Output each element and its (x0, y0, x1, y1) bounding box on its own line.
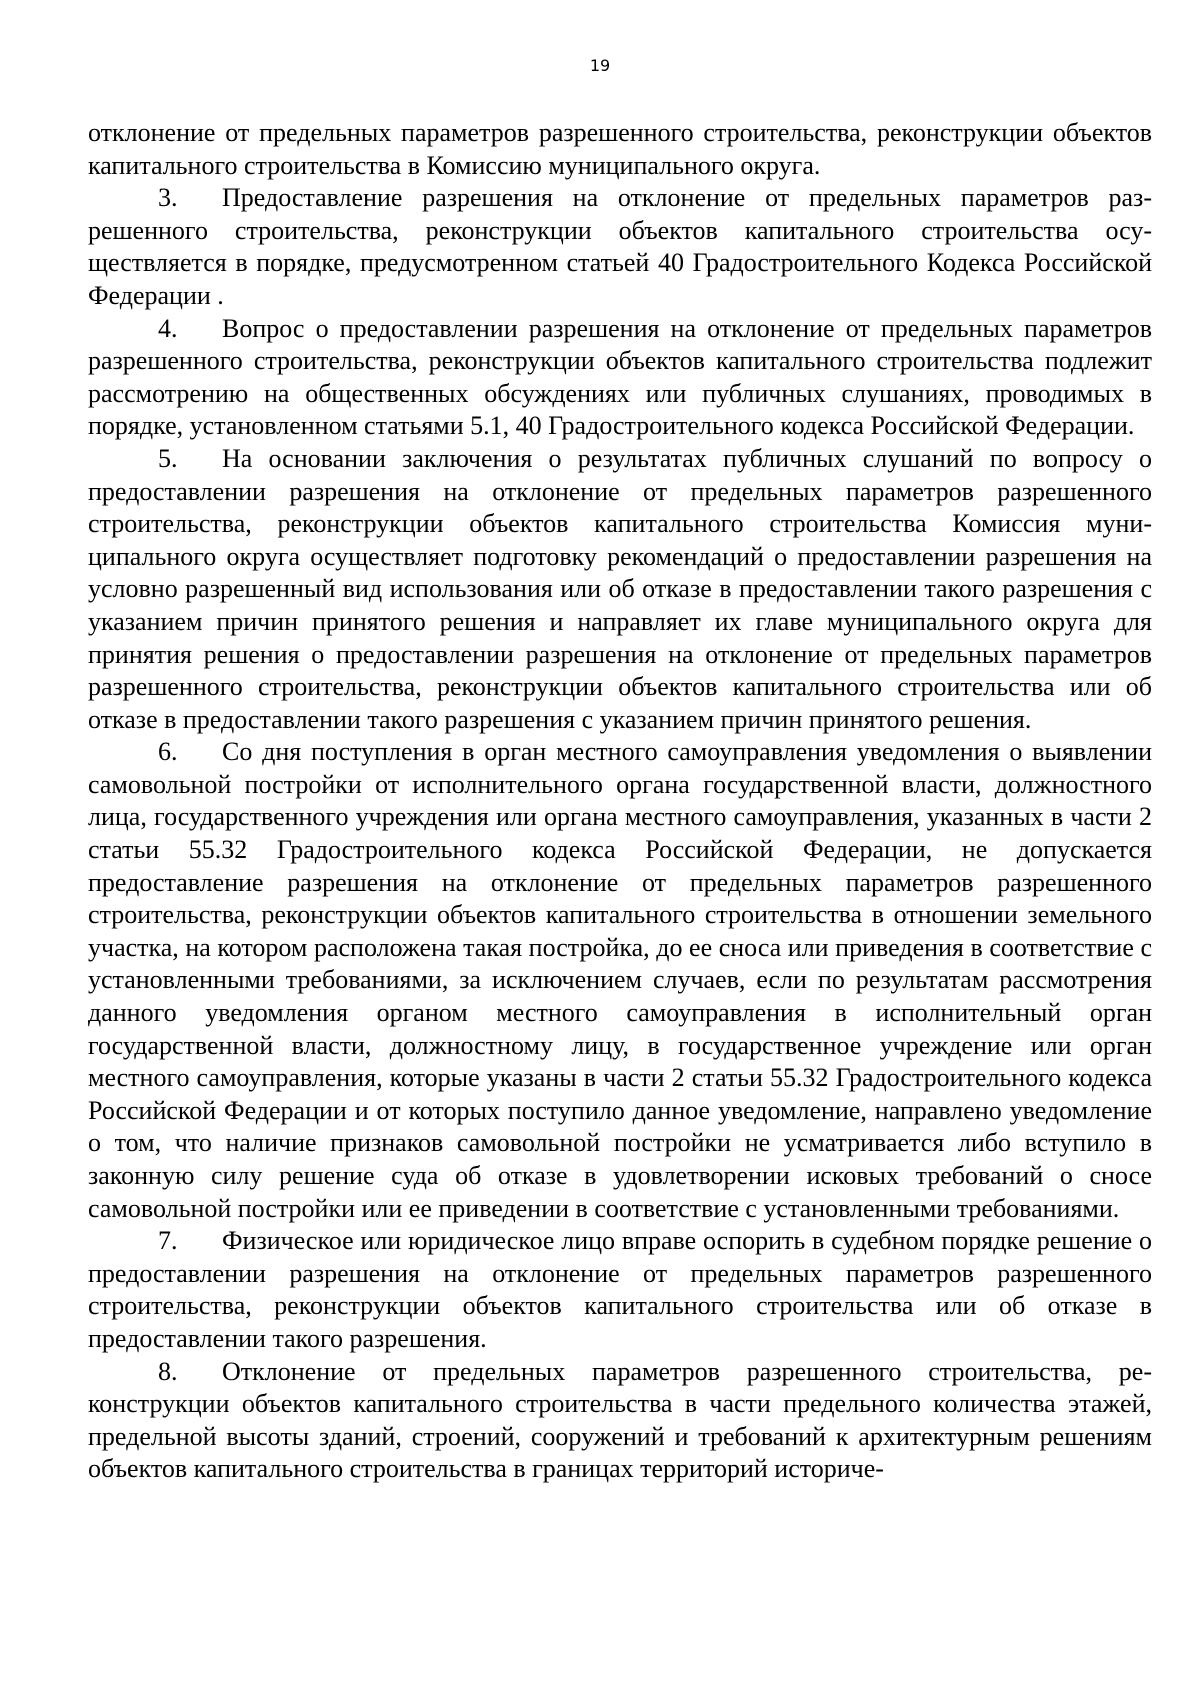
paragraph-text: отклонение от предельных параметров разрешенного строительства, реконструкции объектов капитального строительства в Комиссию муниципального округа. (88, 118, 1152, 180)
paragraph-continuation (88, 117, 1152, 182)
paragraph-4 (88, 313, 1152, 443)
paragraph-text: Физическое или юридическое лицо вправе оспорить в судебном порядке решение о предоставлении разрешения на отклонение от предельных параметров разрешенного строительства, реконструкции объектов капитального строительства или об отказе в предоставлении такого разрешения. (88, 1226, 1152, 1353)
paragraph-number: 3. (158, 183, 178, 213)
paragraph-text: Со дня поступления в орган местного самоуправления уведомления о выявлении самовольной постройки от исполнительного органа государственной власти, должностного лица, государственного учреждения или органа местного самоуправления, указанных в части 2 статьи 55.32 Градостроительного кодекса Российской Федерации, не допускается предоставление разрешения на отклонение от предельных параметров разрешенного строительства, реконструкции объектов капитального строительства в отношении земельного участка, на котором расположена такая постройка, до ее сноса или приведения в соответствие с установленными требованиями, за исключением случаев, если по результатам рассмотрения данного уведомления органом местного самоуправления в исполнительный орган государственной власти, должностному лицу, в государственное учреждение или орган местного самоуправления, которые указаны в части 2 статьи 55.32 Градостроительного кодекса Российской Федерации и от которых поступило данное уведомление, направлено уведомление о том, что наличие признаков самовольной постройки не усматривается либо вступило в законную силу решение суда об отказе в удовлетворении исковых требований о сносе самовольной постройки или ее приведении в соответствие с установленными требованиями. (88, 737, 1152, 1223)
paragraph-text: Предоставление разрешения на отклонение от предельных параметров разрешенного строительства, реконструкции объектов капитального строительства осуществляется в порядке, предусмотренном статьей 40 Градостроительного Кодекса Российской Федерации . (88, 183, 1152, 310)
paragraph-number: 8. (158, 1356, 178, 1386)
paragraph-8 (88, 1356, 1152, 1486)
paragraph-text: Вопрос о предоставлении разрешения на отклонение от предельных параметров разрешенного строительства, реконструкции объектов капитального строительства подлежит рассмотрению на общественных обсуждениях или публичных слушаниях, проводимых в порядке, установленном статьями 5.1, 40 Градостроительного кодекса Российской Федерации. (88, 313, 1152, 441)
paragraph-text: Отклонение от предельных параметров разрешенного строительства, реконструкции объектов капитального строительства в части предельного количества этажей, предельной высоты зданий, строений, сооружений и требований к архитектурным решениям объектов капитального строительства в границах территорий историче- (88, 1356, 1152, 1484)
page-number: 19 (589, 56, 611, 75)
paragraph-number: 7. (158, 1226, 178, 1256)
paragraph-text: На основании заключения о результатах публичных слушаний по вопросу о предоставлении разрешения на отклонение от предельных параметров разрешенного строительства, реконструкции объектов капитального строительства Комиссия муниципального округа осуществляет подготовку рекомендаций о предоставлении разрешения на условно разрешенный вид использования или об отказе в предоставлении такого разрешения с указанием причин принятого решения и направляет их главе муниципального округа для принятия решения о предоставлении разрешения на отклонение от предельных параметров разрешенного строительства, реконструкции объектов капитального строительства или об отказе в предоставлении такого разрешения с указанием причин принятого решения. (88, 443, 1152, 734)
paragraph-number: 6. (158, 737, 178, 767)
paragraph-number: 5. (158, 443, 178, 473)
paragraph-6 (88, 736, 1152, 1225)
paragraph-5 (88, 443, 1152, 736)
paragraph-number: 4. (158, 313, 178, 343)
document-body (88, 117, 1152, 1486)
paragraph-7 (88, 1225, 1152, 1355)
paragraph-3 (88, 182, 1152, 312)
